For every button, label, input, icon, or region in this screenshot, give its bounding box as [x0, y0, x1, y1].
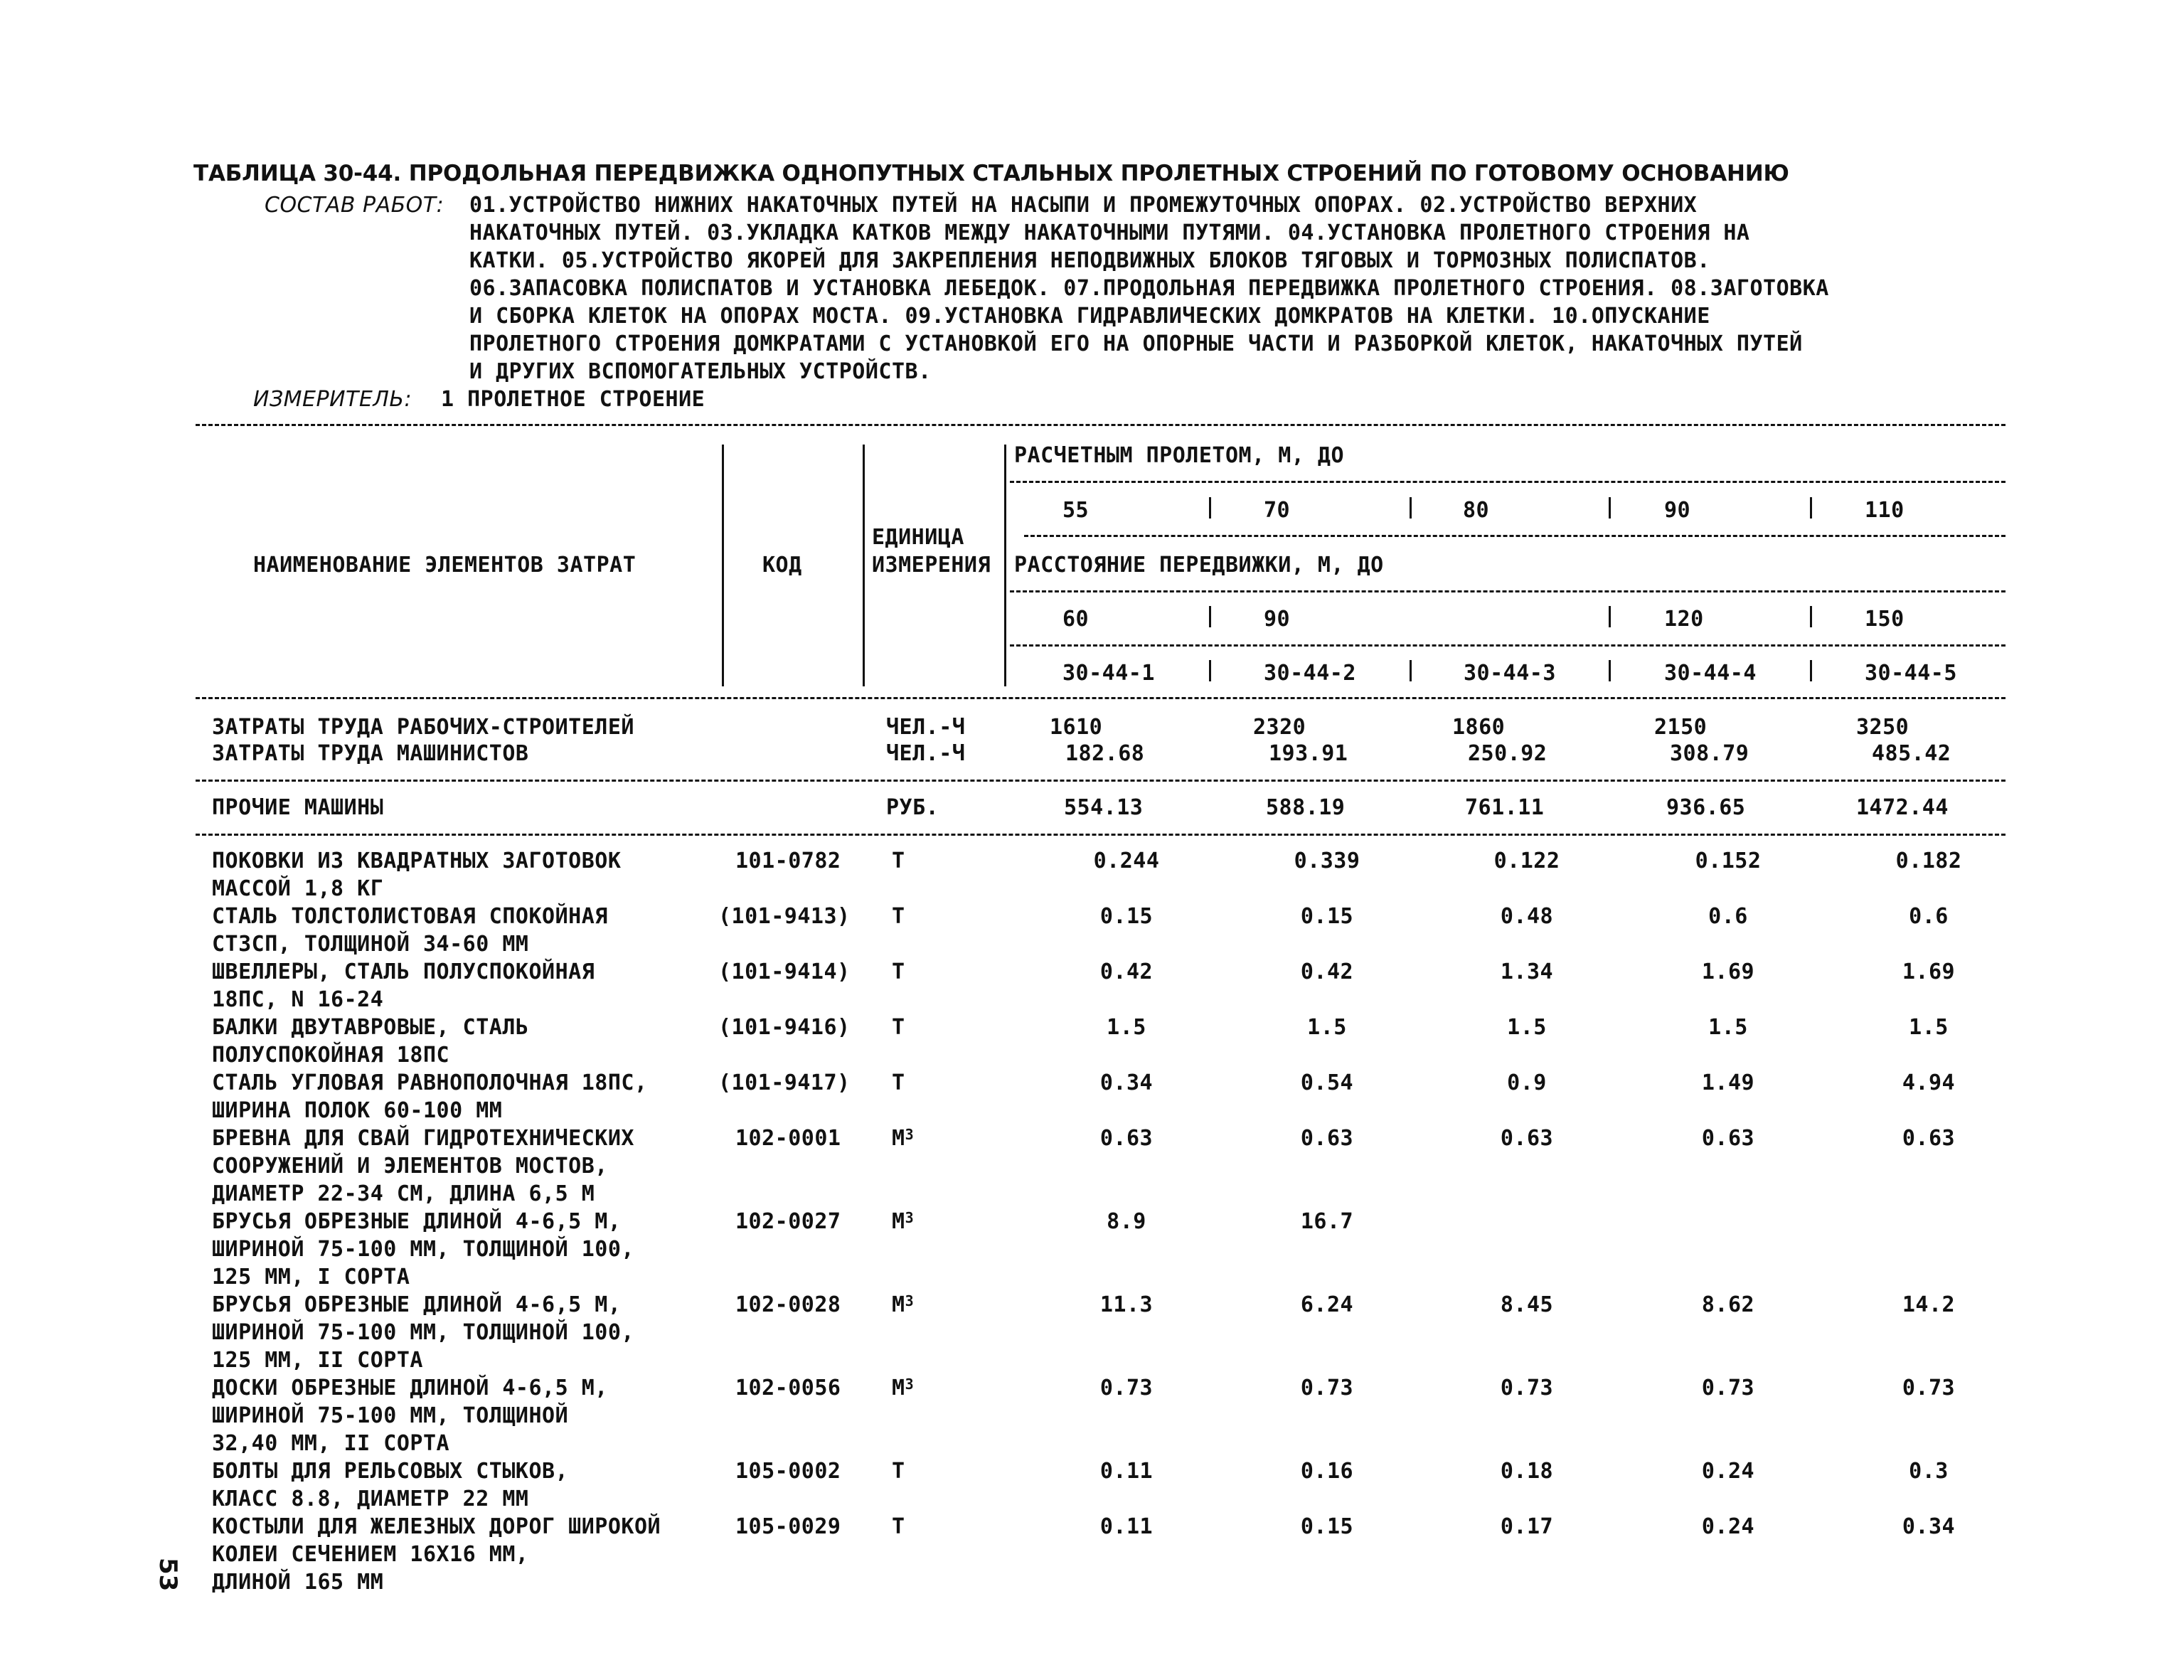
column-separator	[1209, 497, 1211, 519]
material-name-line: БАЛКИ ДВУТАВРОВЫЕ, СТАЛЬ	[212, 1015, 529, 1040]
material-value: 1.5	[1307, 1015, 1347, 1040]
material-name-line: 125 ММ, I СОРТА	[212, 1265, 410, 1290]
column-code: 30-44-1	[1062, 661, 1155, 686]
material-name-line: 32,40 ММ, II СОРТА	[212, 1431, 450, 1456]
material-name-line: КЛАСС 8.8, ДИАМЕТР 22 ММ	[212, 1487, 529, 1511]
labor-rule	[196, 780, 2005, 782]
labor-value: 193.91	[1269, 741, 1348, 766]
labor-value: 250.92	[1468, 741, 1548, 766]
material-value: 0.73	[1300, 1376, 1354, 1400]
column-separator	[1004, 445, 1006, 686]
material-name-line: БРУСЬЯ ОБРЕЗНЫЕ ДЛИНОЙ 4-6,5 М,	[212, 1209, 622, 1234]
unit-superscript: 3	[905, 1292, 915, 1309]
header-separator	[863, 445, 865, 686]
material-code: (101-9413)	[718, 904, 851, 929]
material-value: 14.2	[1902, 1292, 1956, 1317]
machines-value: 1472.44	[1856, 795, 1949, 820]
labor-value: 1860	[1452, 715, 1506, 740]
table-title: ТАБЛИЦА 30-44. ПРОДОЛЬНАЯ ПЕРЕДВИЖКА ОДНОПУТНЫХ СТАЛЬНЫХ ПРОЛЕТНЫХ СТРОЕНИЙ ПО ГОТОВОМУ ОСНОВАНИЮ	[193, 161, 1789, 186]
material-name-line: ПОЛУСПОКОЙНАЯ 18ПС	[212, 1043, 450, 1068]
material-name-line: ШИРИНА ПОЛОК 60-100 ММ	[212, 1098, 503, 1123]
material-value: 0.9	[1507, 1070, 1547, 1095]
material-value: 16.7	[1300, 1209, 1354, 1234]
material-name-line: ДОСКИ ОБРЕЗНЫЕ ДЛИНОЙ 4-6,5 М,	[212, 1376, 608, 1400]
labor-value: 2150	[1654, 715, 1708, 740]
machines-name: ПРОЧИЕ МАШИНЫ	[212, 795, 384, 820]
span-value: 90	[1664, 498, 1691, 523]
column-separator	[1609, 606, 1611, 627]
header-name: НАИМЕНОВАНИЕ ЭЛЕМЕНТОВ ЗАТРАТ	[253, 553, 636, 578]
material-unit: Т	[892, 1070, 905, 1095]
column-separator	[1209, 606, 1211, 627]
material-value: 1.5	[1107, 1015, 1146, 1040]
labor-value: 182.68	[1065, 741, 1145, 766]
labor-name: ЗАТРАТЫ ТРУДА МАШИНИСТОВ	[212, 741, 529, 766]
material-value: 0.42	[1099, 959, 1154, 984]
composition-line: 01.УСТРОЙСТВО НИЖНИХ НАКАТОЧНЫХ ПУТЕЙ НА НАСЫПИ И ПРОМЕЖУТОЧНЫХ ОПОРАХ. 02.УСТРОЙСТВО ВЕРХНИХ	[469, 193, 1698, 218]
machines-value: 588.19	[1266, 795, 1346, 820]
span-value: 110	[1865, 498, 1905, 523]
distance-value: 60	[1062, 607, 1090, 632]
machines-rule	[196, 834, 2005, 836]
material-value: 8.45	[1500, 1292, 1554, 1317]
composition-line: И ДРУГИХ ВСПОМОГАТЕЛЬНЫХ УСТРОЙСТВ.	[469, 359, 932, 384]
material-name-line: БРУСЬЯ ОБРЕЗНЫЕ ДЛИНОЙ 4-6,5 М,	[212, 1292, 622, 1317]
material-value: 1.5	[1708, 1015, 1748, 1040]
material-unit: $М^3$	[892, 1376, 915, 1400]
material-value: 0.73	[1902, 1376, 1956, 1400]
material-value: 0.63	[1300, 1126, 1354, 1151]
header-top-rule	[196, 424, 2005, 426]
material-value: 1.34	[1500, 959, 1554, 984]
header-unit-2: ИЗМЕРЕНИЯ	[872, 553, 991, 578]
column-separator	[1410, 660, 1412, 681]
column-code: 30-44-3	[1464, 661, 1556, 686]
unit-superscript: 3	[905, 1376, 915, 1393]
material-unit: Т	[892, 1015, 905, 1040]
material-unit: $М^3$	[892, 1126, 915, 1151]
material-code: 102-0001	[735, 1126, 841, 1151]
composition-line: И СБОРКА КЛЕТОК НА ОПОРАХ МОСТА. 09.УСТАНОВКА ГИДРАВЛИЧЕСКИХ ДОМКРАТОВ НА КЛЕТКИ. 10.ОПУСКАНИЕ	[469, 304, 1710, 329]
labor-value: 485.42	[1872, 741, 1951, 766]
header-bottom-rule	[196, 697, 2005, 699]
material-value: 0.16	[1300, 1459, 1354, 1484]
material-unit: Т	[892, 904, 905, 929]
composition-line: 06.ЗАПАСОВКА ПОЛИСПАТОВ И УСТАНОВКА ЛЕБЕДОК. 07.ПРОДОЛЬНАЯ ПЕРЕДВИЖКА ПРОЛЕТНОГО СТРОЕНИЯ. 08.ЗАГОТОВКА	[469, 276, 1829, 301]
material-name-line: СТАЛЬ ТОЛСТОЛИСТОВАЯ СПОКОЙНАЯ	[212, 904, 608, 929]
composition-line: ПРОЛЕТНОГО СТРОЕНИЯ ДОМКРАТАМИ С УСТАНОВКОЙ ЕГО НА ОПОРНЫЕ ЧАСТИ И РАЗБОРКОЙ КЛЕТОК, НАКАТОЧНЫХ ПУТЕЙ	[469, 331, 1803, 356]
span-value: 70	[1264, 498, 1291, 523]
material-value: 0.17	[1500, 1514, 1554, 1539]
material-name-line: ПОКОВКИ ИЗ КВАДРАТНЫХ ЗАГОТОВОК	[212, 849, 622, 873]
material-value: 0.63	[1500, 1126, 1554, 1151]
column-code: 30-44-4	[1664, 661, 1757, 686]
labor-value: 3250	[1856, 715, 1909, 740]
material-name-line: КОСТЫЛИ ДЛЯ ЖЕЛЕЗНЫХ ДОРОГ ШИРОКОЙ	[212, 1514, 661, 1539]
material-name-line: ШИРИНОЙ 75-100 ММ, ТОЛЩИНОЙ 100,	[212, 1320, 634, 1345]
column-separator	[1810, 606, 1812, 627]
page-number: 53	[154, 1558, 182, 1592]
material-value: 1.5	[1909, 1015, 1949, 1040]
header-span-label: РАСЧЕТНЫМ ПРОЛЕТОМ, М, ДО	[1014, 443, 1345, 468]
header-distance-label: РАССТОЯНИЕ ПЕРЕДВИЖКИ, М, ДО	[1014, 553, 1384, 578]
material-name-line: СООРУЖЕНИЙ И ЭЛЕМЕНТОВ МОСТОВ,	[212, 1154, 608, 1179]
material-value: 0.15	[1300, 1514, 1354, 1539]
material-value: 0.244	[1093, 849, 1160, 873]
material-name-line: ШВЕЛЛЕРЫ, СТАЛЬ ПОЛУСПОКОЙНАЯ	[212, 959, 595, 984]
labor-name: ЗАТРАТЫ ТРУДА РАБОЧИХ-СТРОИТЕЛЕЙ	[212, 715, 634, 740]
material-code: 102-0028	[735, 1292, 841, 1317]
material-value: 0.182	[1895, 849, 1962, 873]
header-unit-1: ЕДИНИЦА	[872, 525, 964, 550]
header-separator	[722, 445, 724, 686]
material-unit: Т	[892, 1514, 905, 1539]
distance-value: 90	[1264, 607, 1291, 632]
material-name-line: ШИРИНОЙ 75-100 ММ, ТОЛЩИНОЙ 100,	[212, 1237, 634, 1262]
material-name-line: СТАЛЬ УГЛОВАЯ РАВНОПОЛОЧНАЯ 18ПС,	[212, 1070, 648, 1095]
material-code: (101-9416)	[718, 1015, 851, 1040]
header-subrule	[1024, 535, 2005, 537]
material-value: 0.54	[1300, 1070, 1354, 1095]
material-value: 0.73	[1099, 1376, 1154, 1400]
material-code: 102-0056	[735, 1376, 841, 1400]
material-code: (101-9414)	[718, 959, 851, 984]
material-value: 1.49	[1701, 1070, 1755, 1095]
material-value: 0.3	[1909, 1459, 1949, 1484]
material-value: 6.24	[1300, 1292, 1354, 1317]
material-value: 0.63	[1099, 1126, 1154, 1151]
material-name-line: 18ПС, N 16-24	[212, 987, 384, 1012]
material-value: 0.11	[1099, 1514, 1154, 1539]
distance-value: 120	[1664, 607, 1704, 632]
measure-value: 1 ПРОЛЕТНОЕ СТРОЕНИЕ	[441, 387, 705, 412]
unit-superscript: 3	[905, 1209, 915, 1226]
labor-value: 308.79	[1670, 741, 1749, 766]
material-value: 0.42	[1300, 959, 1354, 984]
material-code: 105-0002	[735, 1459, 841, 1484]
column-separator	[1609, 660, 1611, 681]
column-separator	[1609, 497, 1611, 519]
material-value: 0.48	[1500, 904, 1554, 929]
material-value: 0.18	[1500, 1459, 1554, 1484]
material-value: 0.34	[1099, 1070, 1154, 1095]
material-value: 0.15	[1099, 904, 1154, 929]
column-separator	[1810, 497, 1812, 519]
span-value: 80	[1463, 498, 1490, 523]
material-name-line: СТ3СП, ТОЛЩИНОЙ 34-60 ММ	[212, 932, 529, 957]
header-subrule	[1010, 644, 2005, 647]
material-value: 0.339	[1294, 849, 1360, 873]
header-code: КОД	[762, 553, 802, 578]
labor-unit: ЧЕЛ.-Ч	[886, 741, 966, 766]
material-value: 11.3	[1099, 1292, 1154, 1317]
material-name-line: ДЛИНОЙ 165 ММ	[212, 1570, 384, 1595]
header-subrule	[1010, 590, 2005, 592]
material-unit: $М^3$	[892, 1292, 915, 1317]
material-name-line: ШИРИНОЙ 75-100 ММ, ТОЛЩИНОЙ	[212, 1403, 569, 1428]
material-value: 0.24	[1701, 1514, 1755, 1539]
material-value: 0.11	[1099, 1459, 1154, 1484]
material-value: 0.152	[1695, 849, 1762, 873]
material-value: 1.5	[1507, 1015, 1547, 1040]
material-value: 0.122	[1493, 849, 1560, 873]
column-separator	[1410, 497, 1412, 519]
span-value: 55	[1062, 498, 1090, 523]
material-unit: Т	[892, 959, 905, 984]
material-code: 105-0029	[735, 1514, 841, 1539]
material-value: 0.73	[1701, 1376, 1755, 1400]
column-separator	[1810, 660, 1812, 681]
material-value: 1.69	[1902, 959, 1956, 984]
material-value: 0.63	[1701, 1126, 1755, 1151]
machines-value: 761.11	[1465, 795, 1545, 820]
machines-value: 936.65	[1666, 795, 1746, 820]
material-name-line: БРЕВНА ДЛЯ СВАЙ ГИДРОТЕХНИЧЕСКИХ	[212, 1126, 634, 1151]
material-code: 102-0027	[735, 1209, 841, 1234]
machines-unit: РУБ.	[886, 795, 939, 820]
composition-line: НАКАТОЧНЫХ ПУТЕЙ. 03.УКЛАДКА КАТКОВ МЕЖДУ НАКАТОЧНЫМИ ПУТЯМИ. 04.УСТАНОВКА ПРОЛЕТНОГО СТРОЕНИЯ НА	[469, 220, 1750, 245]
material-code: (101-9417)	[718, 1070, 851, 1095]
material-name-line: ДИАМЕТР 22-34 СМ, ДЛИНА 6,5 М	[212, 1181, 595, 1206]
column-code: 30-44-2	[1264, 661, 1356, 686]
distance-value: 150	[1865, 607, 1905, 632]
labor-value: 1610	[1050, 715, 1103, 740]
material-code: 101-0782	[735, 849, 841, 873]
material-name-line: БОЛТЫ ДЛЯ РЕЛЬСОВЫХ СТЫКОВ,	[212, 1459, 569, 1484]
labor-value: 2320	[1253, 715, 1306, 740]
material-unit: Т	[892, 849, 905, 873]
machines-value: 554.13	[1064, 795, 1144, 820]
column-separator	[1209, 660, 1211, 681]
material-value: 0.15	[1300, 904, 1354, 929]
material-value: 0.24	[1701, 1459, 1755, 1484]
material-unit: Т	[892, 1459, 905, 1484]
material-value: 4.94	[1902, 1070, 1956, 1095]
measure-label: ИЗМЕРИТЕЛЬ:	[253, 387, 412, 412]
material-unit: $М^3$	[892, 1209, 915, 1234]
composition-label: СОСТАВ РАБОТ:	[265, 193, 444, 218]
material-value: 0.6	[1708, 904, 1748, 929]
composition-line: КАТКИ. 05.УСТРОЙСТВО ЯКОРЕЙ ДЛЯ ЗАКРЕПЛЕНИЯ НЕПОДВИЖНЫХ БЛОКОВ ТЯГОВЫХ И ТОРМОЗНЫХ ПОЛИСПАТОВ.	[469, 248, 1710, 273]
material-value: 0.34	[1902, 1514, 1956, 1539]
material-name-line: КОЛЕИ СЕЧЕНИЕМ 16Х16 ММ,	[212, 1542, 529, 1567]
material-value: 1.69	[1701, 959, 1755, 984]
header-subrule	[1010, 481, 2005, 483]
material-value: 0.6	[1909, 904, 1949, 929]
material-value: 8.62	[1701, 1292, 1755, 1317]
material-value: 8.9	[1107, 1209, 1146, 1234]
material-name-line: МАССОЙ 1,8 КГ	[212, 876, 384, 901]
unit-superscript: 3	[905, 1126, 915, 1143]
labor-unit: ЧЕЛ.-Ч	[886, 715, 966, 740]
column-code: 30-44-5	[1865, 661, 1957, 686]
material-name-line: 125 ММ, II СОРТА	[212, 1348, 423, 1373]
material-value: 0.63	[1902, 1126, 1956, 1151]
material-value: 0.73	[1500, 1376, 1554, 1400]
